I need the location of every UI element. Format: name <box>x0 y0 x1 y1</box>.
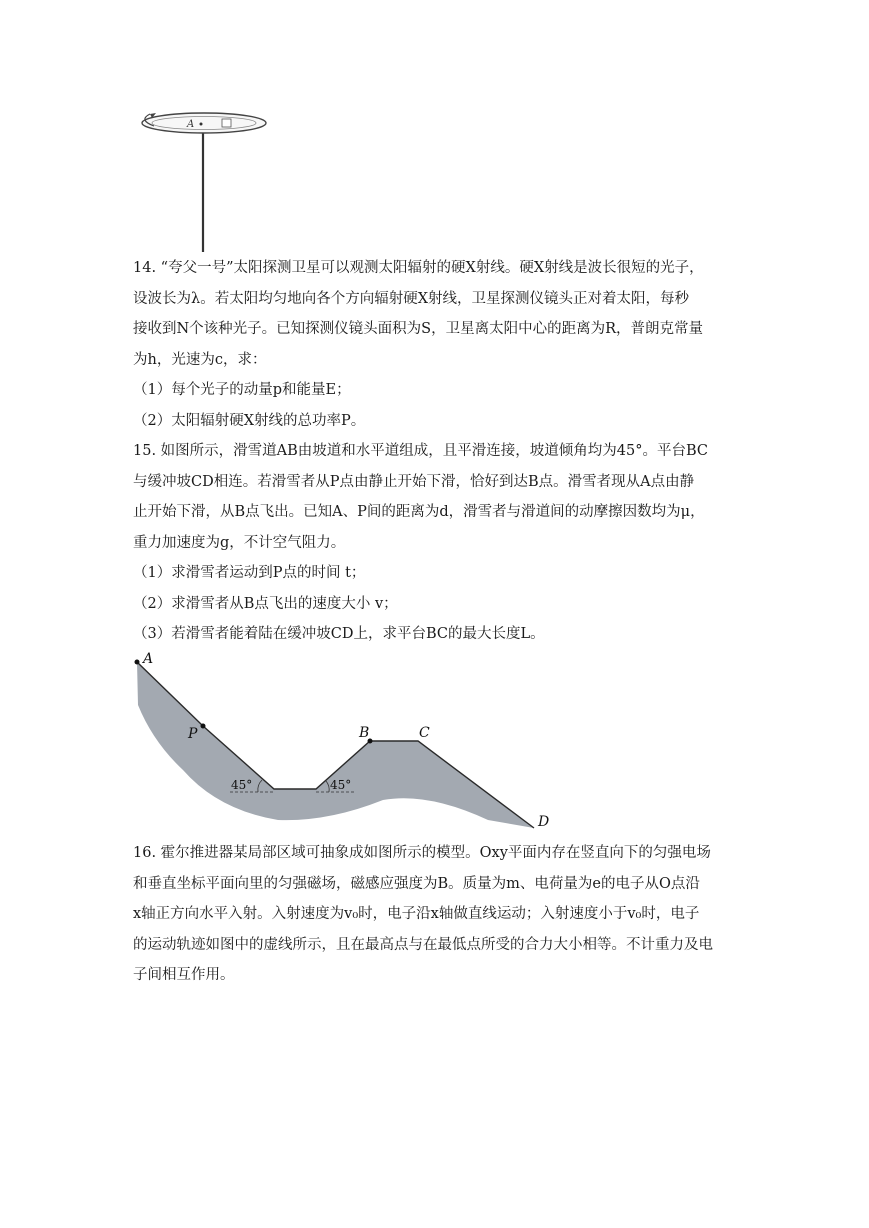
q14-line: 设波长为λ。若太阳均匀地向各个方向辐射硬X射线，卫星探测仪镜头正对着太阳，每秒 <box>133 290 690 307</box>
ski-track-figure <box>128 650 568 835</box>
angle-right-label: 45° <box>330 778 352 792</box>
label-d: D <box>538 814 550 830</box>
q16-line: 的运动轨迹如图中的虚线所示，且在最高点与在最低点所受的合力大小相等。不计重力及电 <box>133 936 713 953</box>
label-p: P <box>188 726 198 742</box>
question-16 <box>133 838 748 991</box>
q15-line: 15. 如图所示，滑雪道AB由坡道和水平道组成，且平滑连接，坡道倾角均为45°。平台BC <box>133 443 709 459</box>
q16-line: 子间相互作用。 <box>133 967 235 983</box>
point-a-marker <box>135 660 140 665</box>
q14-line: （2）太阳辐射硬X射线的总功率P。 <box>133 412 366 429</box>
question-14 <box>133 253 748 436</box>
q16-line: 和垂直坐标平面向里的匀强磁场，磁感应强度为B。质量为m、电荷量为e的电子从O点沿 <box>133 875 700 892</box>
q15-line: （3）若滑雪者能着陆在缓冲坡CD上，求平台BC的最大长度L。 <box>133 626 545 642</box>
point-a-label: A <box>187 119 195 130</box>
angle-left-label: 45° <box>231 778 253 792</box>
q15-line: 与缓冲坡CD相连。若滑雪者从P点由静止开始下滑，恰好到达B点。滑雪者现从A点由静 <box>133 473 695 490</box>
q14-line: （1）每个光子的动量p和能量E； <box>133 382 351 398</box>
point-a-dot <box>200 123 203 126</box>
q16-line: 16. 霍尔推进器某局部区域可抽象成如图所示的模型。Oxy平面内存在竖直向下的匀强电场 <box>133 845 711 861</box>
q14-line: 接收到N个该种光子。已知探测仪镜头面积为S，卫星离太阳中心的距离为R，普朗克常量 <box>133 321 704 337</box>
label-b: B <box>359 725 370 741</box>
q15-line: 重力加速度为g，不计空气阻力。 <box>133 534 346 551</box>
terrain-fill <box>137 662 534 828</box>
q14-line: 为h，光速为c，求： <box>133 351 267 368</box>
label-c: C <box>419 725 430 741</box>
q15-line: （1）求滑雪者运动到P点的时间 t； <box>133 565 366 581</box>
q16-line: x轴正方向水平入射。入射速度为v₀时，电子沿x轴做直线运动；入射速度小于v₀时，电子 <box>133 906 700 922</box>
small-block <box>222 119 231 127</box>
point-p-marker <box>201 724 206 729</box>
rotating-disk-figure <box>132 104 272 254</box>
label-a: A <box>143 651 154 667</box>
q15-line: 止开始下滑，从B点飞出。已知A、P间的距离为d，滑雪者与滑道间的动摩擦因数均为μ， <box>133 504 705 520</box>
q14-line: 14. “夸父一号”太阳探测卫星可以观测太阳辐射的硬X射线。硬X射线是波长很短的光子， <box>133 260 704 276</box>
rotating-disk <box>142 113 266 133</box>
question-15 <box>133 436 748 650</box>
q15-line: （2）求滑雪者从B点飞出的速度大小 v； <box>133 595 398 612</box>
